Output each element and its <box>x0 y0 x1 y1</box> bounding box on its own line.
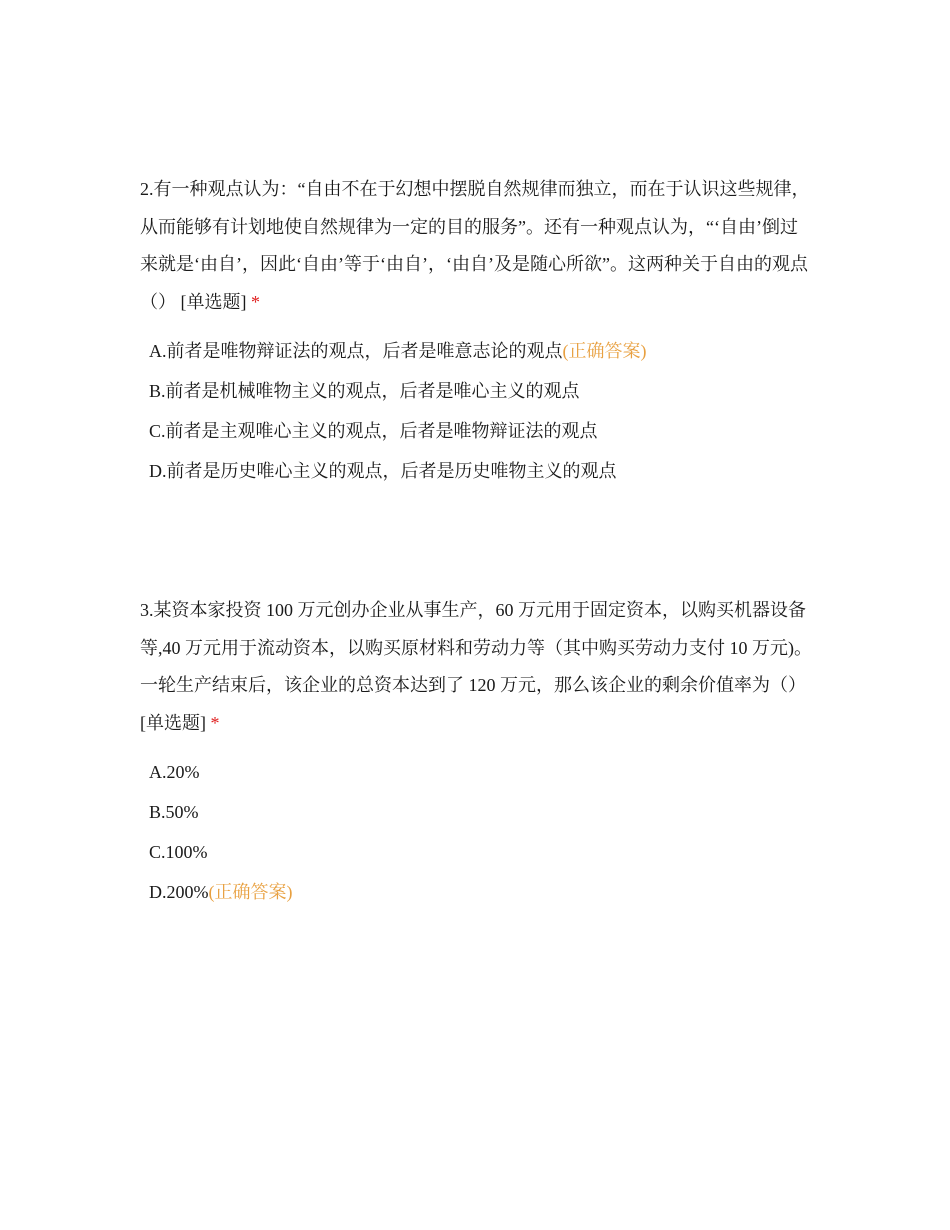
option-text: A.前者是唯物辩证法的观点，后者是唯意志论的观点 <box>149 341 563 361</box>
option-a[interactable] <box>140 752 812 792</box>
option-c[interactable] <box>140 411 812 451</box>
question-3 <box>140 592 812 912</box>
option-text: A.20% <box>149 762 200 782</box>
option-a[interactable] <box>140 331 812 371</box>
option-d[interactable] <box>140 451 812 491</box>
option-text: B.50% <box>149 802 199 822</box>
correct-answer-tag: (正确答案) <box>208 882 293 902</box>
option-text: B.前者是机械唯物主义的观点，后者是唯心主义的观点 <box>149 381 580 401</box>
required-asterisk: * <box>251 291 260 312</box>
option-text: D.前者是历史唯心主义的观点，后者是历史唯物主义的观点 <box>149 461 617 481</box>
option-text: C.100% <box>149 842 208 862</box>
question-stem <box>140 171 812 321</box>
option-text: C.前者是主观唯心主义的观点，后者是唯物辩证法的观点 <box>149 421 598 441</box>
option-c[interactable] <box>140 832 812 872</box>
question-stem <box>140 592 812 742</box>
required-asterisk: * <box>210 712 220 733</box>
option-list <box>140 752 812 912</box>
option-text: D.200% <box>149 882 209 902</box>
option-list <box>140 331 812 491</box>
option-b[interactable] <box>140 792 812 832</box>
option-b[interactable] <box>140 371 812 411</box>
correct-answer-tag: (正确答案) <box>562 341 647 361</box>
question-stem-text: 2.有一种观点认为：“自由不在于幻想中摆脱自然规律而独立，而在于认识这些规律，从而能够有计划地使自然规律为一定的目的服务”。还有一种观点认为，“‘自由’倒过来就是‘由自’，因此‘自由’等于‘由自’，‘由自’及是随心所欲”。这两种关于自由的观点（） [单选题] <box>140 179 810 312</box>
question-stem-text: 3.某资本家投资 100 万元创办企业从事生产，60 万元用于固定资本，以购买机器设备等,40 万元用于流动资本，以购买原材料和劳动力等（其中购买劳动力支付 10 万元)。一轮生产结束后，该企业的总资本达到了 120 万元，那么该企业的剩余价值率为（） [单选题] <box>140 600 812 733</box>
option-d[interactable] <box>140 872 812 912</box>
question-2 <box>140 171 812 491</box>
